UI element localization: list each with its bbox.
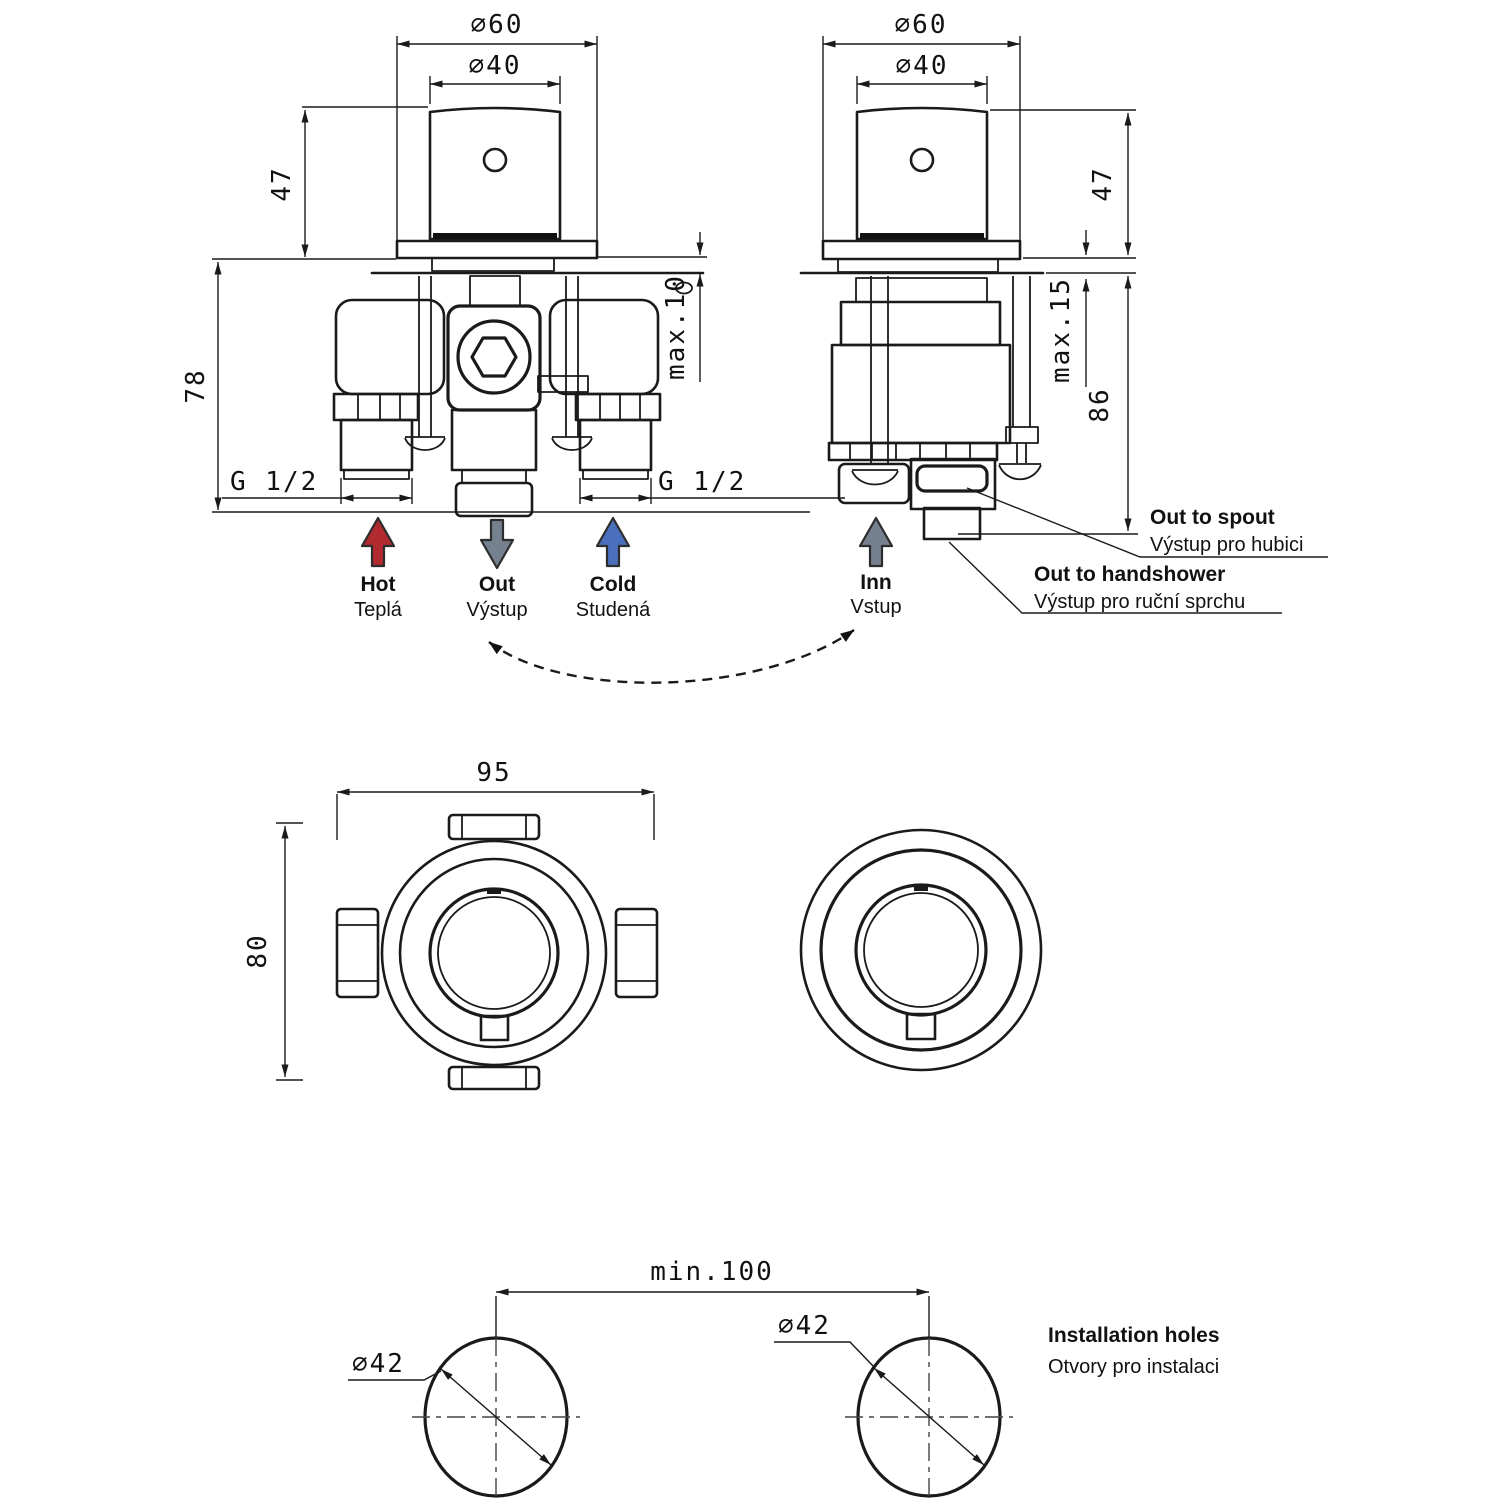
front-valve-body: [334, 108, 703, 516]
dim-hole-spacing: min.100: [650, 1257, 774, 1287]
front-dimensions: [181, 10, 845, 512]
side-view: [801, 10, 1328, 618]
callout-out-to-spout-cz: Výstup pro hubici: [1150, 534, 1304, 556]
dim-front-dia-inner: ∅40: [468, 51, 522, 81]
dim-side-dia-inner: ∅40: [895, 51, 949, 81]
side-valve-body: [801, 108, 1043, 539]
knob-index-mark: [914, 886, 928, 891]
callout-out-to-handshower: Out to handshower: [1034, 563, 1226, 586]
top-view-right: [801, 830, 1041, 1070]
cold-arrow-icon: [597, 518, 629, 566]
dim-top-width: 95: [476, 758, 512, 788]
callout-out-to-handshower-cz: Výstup pro ruční sprchu: [1034, 591, 1246, 613]
dim-front-thread-right: G 1/2: [658, 467, 747, 497]
dim-front-wall-max: max.10: [661, 274, 691, 380]
port-label-out: Out: [478, 573, 516, 596]
port-label-inn-cz: Vstup: [850, 596, 902, 618]
dim-front-knob-height: 47: [267, 166, 297, 202]
knob-button-front: [484, 149, 506, 171]
side-port: [850, 518, 901, 618]
front-ports: [354, 518, 651, 621]
port-label-cold: Cold: [589, 573, 637, 596]
port-label-cold-cz: Studená: [575, 599, 651, 621]
inn-arrow-icon: [860, 518, 892, 566]
hot-arrow-icon: [362, 518, 394, 566]
dim-hole-dia-right: ∅42: [778, 1311, 831, 1341]
dim-top-height: 80: [243, 933, 273, 969]
out-arrow-icon: [481, 520, 513, 568]
installation-holes: [348, 1257, 1220, 1500]
callout-out-to-spout: Out to spout: [1150, 506, 1275, 529]
installation-label-cz: Otvory pro instalaci: [1048, 1356, 1220, 1378]
side-callouts: [949, 488, 1328, 613]
port-label-out-cz: Výstup: [466, 599, 528, 621]
dim-side-body-depth: 86: [1085, 387, 1115, 423]
knob-index-mark: [487, 889, 501, 894]
dim-front-thread-left: G 1/2: [230, 467, 319, 497]
dim-side-wall-max: max.15: [1046, 277, 1076, 383]
dim-side-dia-outer: ∅60: [894, 10, 948, 40]
flow-connection-arc: [489, 630, 854, 683]
dim-side-knob-height: 47: [1088, 166, 1118, 202]
port-label-hot-cz: Teplá: [354, 599, 402, 621]
port-label-inn: Inn: [860, 571, 892, 594]
knob-tab: [481, 1016, 508, 1040]
installation-label: Installation holes: [1048, 1324, 1220, 1347]
dim-front-dia-outer: ∅60: [470, 10, 524, 40]
knob-tab: [907, 1014, 935, 1039]
hex-socket-icon: [472, 338, 516, 376]
dim-hole-dia-left: ∅42: [352, 1349, 405, 1379]
front-view: [181, 10, 845, 621]
knob-button-side: [911, 149, 933, 171]
outlet-spout-port: [917, 466, 987, 491]
port-label-hot: Hot: [360, 573, 396, 596]
top-view-left: [243, 758, 657, 1089]
dim-front-body-depth: 78: [181, 368, 211, 404]
